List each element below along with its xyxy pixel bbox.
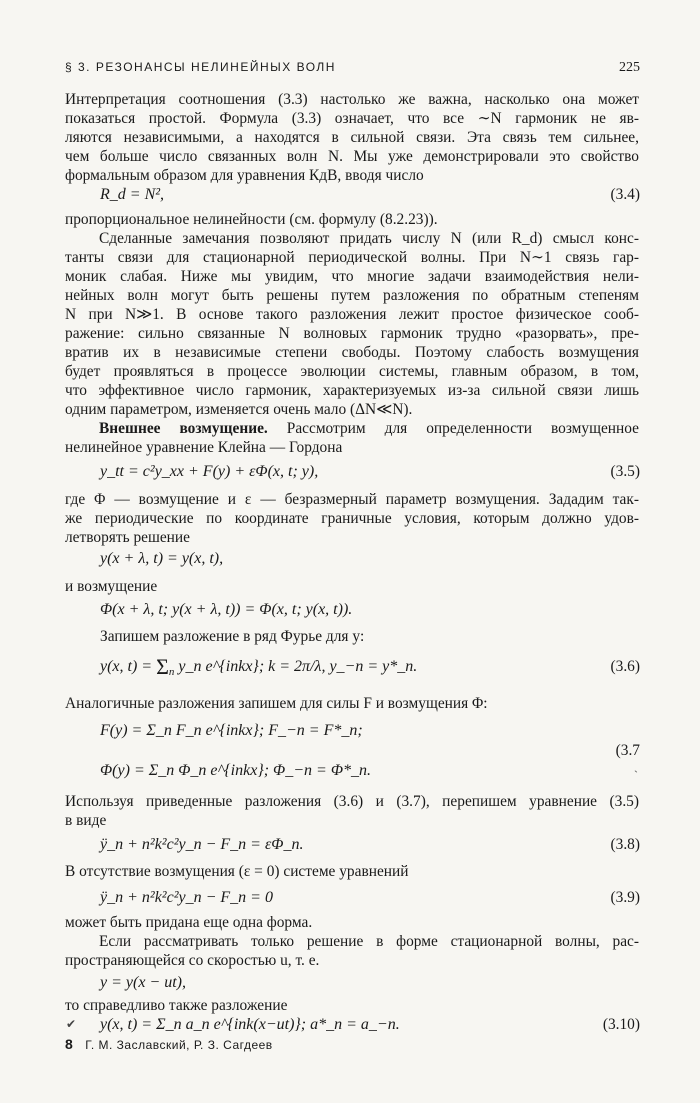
paragraph-line: Используя приведенные разложения (3.6) и (3.7), перепишем уравнение (3.5) [65, 793, 639, 810]
equation-3-8: ÿ_n + n²k²c²y_n − F_n = εΦ_n. [100, 836, 304, 853]
paragraph-line: показаться простой. Формула (3.3) означает, что все ∼N гармоник не яв- [65, 110, 639, 127]
paragraph-line: Интерпретация соотношения (3.3) настолько же важна, насколько она может [65, 91, 639, 108]
paragraph-line: может быть придана еще одна форма. [65, 914, 313, 931]
paragraph-line: чем больше число связанных волн N. Мы уже демонстрировали это свойство [65, 148, 639, 165]
paragraph-line: летворять решение [65, 529, 190, 546]
paragraph-line: танты связи для стационарной периодической волны. При N∼1 связь гар- [65, 249, 639, 266]
paragraph-line: вратив их в независимые степени свободы. Поэтому слабость возмущения [65, 344, 639, 361]
equation-3-6: y(x, $t) = \Sigma_n$ y_n e^{inkx}; k = 2π/λ, y_−n = y*_n. [100, 654, 418, 679]
print-mark: ✔ [66, 1017, 77, 1031]
equation-3-5: y_tt = c²y_xx + F(y) + εΦ(x, t; y), [100, 463, 319, 480]
perturbation-periodicity-equation: Φ(x + λ, t; y(x + λ, t)) = Φ(x, t; y(x, t)). [100, 601, 353, 618]
paragraph-line: ражение: сильно связанные N волновых гармоник трудно «разорвать», пре- [65, 325, 639, 342]
paragraph-text: Рассмотрим для определенности возмущенное [286, 420, 639, 437]
paragraph-line: нелинейное уравнение Клейна — Гордона [65, 439, 343, 456]
running-header: § 3. РЕЗОНАНСЫ НЕЛИНЕЙНЫХ ВОЛН [65, 60, 336, 74]
paragraph-line: нейных волн могут быть решены путем разложения по обратным степеням [65, 287, 639, 304]
paragraph-line: что эффективное число гармоник, характеризуемых из-за сильной связи лишь [65, 382, 639, 399]
paragraph-line [65, 419, 639, 438]
section-run-in-heading: Внешнее возмущение. [99, 420, 268, 437]
paragraph-line: формальным образом для уравнения КдВ, вводя число [65, 167, 424, 184]
stationary-wave-equation: y = y(x − ut), [100, 974, 186, 991]
equation-number: (3.5) [610, 463, 640, 480]
equation-3-10: y(x, t) = Σ_n a_n e^{ink(x−ut)}; a*_n = a_−n. [100, 1016, 400, 1033]
paragraph-line: Запишем разложение в ряд Фурье для y: [100, 628, 365, 645]
equation-3-7-perturbation: Φ(y) = Σ_n Φ_n e^{inkx}; Φ_−n = Φ*_n. [100, 762, 371, 779]
boundary-condition-equation: y(x + λ, t) = y(x, t), [100, 550, 224, 567]
equation-number: (3.4) [610, 186, 640, 203]
signature-footer [65, 1036, 273, 1052]
equation-number: (3.10) [602, 1016, 640, 1033]
equation-number: (3.8) [610, 836, 640, 853]
paragraph-line: где Φ — возмущение и ε — безразмерный параметр возмущения. Зададим так- [65, 491, 639, 508]
paragraph-line: Аналогичные разложения запишем для силы F и возмущения Φ: [65, 695, 488, 712]
paragraph-line: в виде [65, 812, 107, 829]
paragraph-line: моник слабая. Ниже мы увидим, что многие задачи взаимодействия нели- [65, 268, 639, 285]
paragraph-line: то справедливо также разложение [65, 997, 288, 1014]
equation-number: (3.9) [610, 889, 640, 906]
equation-3-9: ÿ_n + n²k²c²y_n − F_n = 0 [100, 889, 273, 906]
paragraph-line: В отсутствие возмущения (ε = 0) системе уравнений [65, 863, 409, 880]
equation-number: (3.6) [610, 658, 640, 675]
authors: Г. М. Заславский, Р. З. Сагдеев [85, 1038, 273, 1052]
paragraph-line: N при N≫1. В основе такого разложения лежит простое физическое сооб- [65, 306, 639, 323]
paragraph-line: ляются независимыми, а находятся в сильной связи. Эта связь тем сильнее, [65, 129, 639, 146]
equation-number: (3.7 [615, 742, 640, 759]
signature-number: 8 [65, 1036, 74, 1052]
paragraph-line: пропорциональное нелинейности (см. формулу (8.2.23)). [65, 211, 438, 228]
paragraph-line: одним параметром, изменяется очень мало (ΔN≪N). [65, 401, 413, 418]
paragraph-line: Сделанные замечания позволяют придать числу N (или R_d) смысл конс- [99, 230, 639, 247]
equation-3-4: R_d = N², [100, 186, 165, 203]
paragraph-line: же периодические по координате граничные условия, которым должно удов- [65, 510, 639, 527]
equation-3-7-force: F(y) = Σ_n F_n e^{inkx}; F_−n = F*_n; [100, 722, 363, 739]
paragraph-line: пространяющейся со скоростью u, т. е. [65, 952, 320, 969]
print-mark: ` [634, 768, 638, 782]
page-number: 225 [619, 60, 640, 75]
paragraph-line: будет проявляться в процессе эволюции системы, главным образом, в том, [65, 363, 639, 380]
paragraph-line: Если рассматривать только решение в форме стационарной волны, рас- [99, 933, 639, 950]
paragraph-line: и возмущение [65, 578, 158, 595]
